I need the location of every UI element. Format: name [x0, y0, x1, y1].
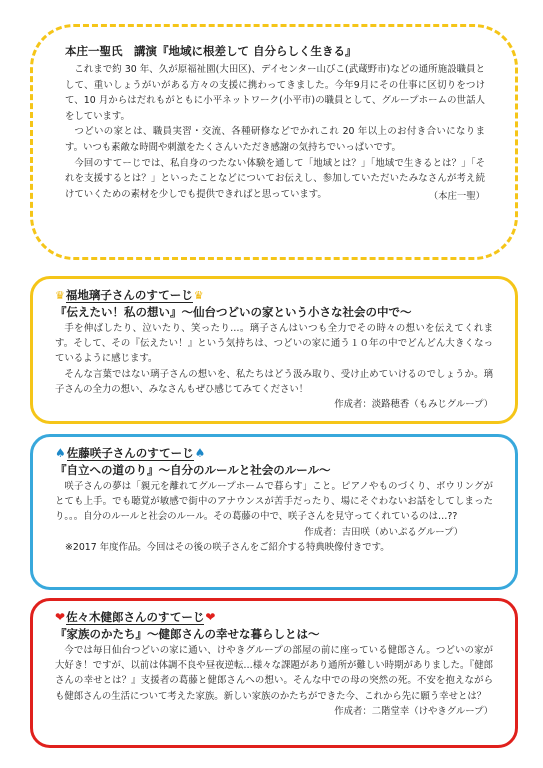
spade-icon: ♠: [55, 446, 66, 460]
lecture-paragraph: これまで約 30 年、久が原福祉園(大田区)、デイセンター山びこ(武蔵野市)などの通所施設職員として、重いしょうがいがある方々の支援に携わってきました。今年9月にその仕事に区切りをつけて、10 月からはだれもがともに小平ネットワーク(小平市)の職員として、グループホームの世話人をしています。: [65, 64, 485, 122]
stage-note: ※2017 年度作品。今回はその後の咲子さんをご紹介する特典映像付きです。: [65, 541, 390, 553]
lecture-paragraph: つどいの家とは、職員実習・交流、各種研修などでかれこれ 20 年以上のお付き合いになります。いつも素敵な時間や刺激をたくさんいただき感謝の気持ちでいっぱいです。: [65, 126, 485, 153]
stage-section-sasaki: [30, 598, 518, 748]
stage-heading-text: 佐々木健郎さんのすてーじ: [66, 610, 205, 624]
stage-paragraph: 手を伸ばしたり、泣いたり、笑ったり…。璃子さんはいつも全力でその時々の想いを伝えてくれます。そして、その『伝えたい！』という気持ちは、つどいの家に通う１０年の中でどんどん大きくなっているように感じます。: [55, 323, 493, 365]
stage-heading-text: 福地璃子さんのすてーじ: [65, 288, 193, 302]
lecture-title: 本庄一聖氏 講演『地域に根差して 自分らしく生きる』: [65, 44, 357, 58]
stage-heading-text: 佐藤咲子さんのすてーじ: [66, 446, 194, 460]
lecture-closing: [65, 156, 485, 203]
lecture-paragraph: 今回のすてーじでは、私自身のつたない体験を通して「地域とは？」「地域で生きるとは？」「それを支援するとは？」といったことなどについてお伝えし、参加していただいたみなさんが考え続けていくための素材を少しでも提供できればと思っています。: [65, 157, 485, 200]
stage-subtitle: 『自立への道のり』〜自分のルールと社会のルール〜: [55, 463, 331, 477]
stage-author: 作成者：吉田咲（めいぷるグループ）: [304, 526, 463, 538]
stage-author: 作成者：淡路穂香（もみじグループ）: [334, 399, 493, 411]
stage-subtitle: 『伝えたい！私の想い』〜仙台つどいの家という小さな社会の中で〜: [55, 305, 412, 319]
stage-heading: [55, 609, 493, 626]
crown-icon: ♛: [55, 289, 65, 302]
stage-paragraph: 今では毎日仙台つどいの家に通い、けやきグループの部屋の前に座っている健郎さん。つどいの家が大好き！ですが、以前は体調不良や昼夜逆転…様々な課題があり通所が難しい時期がありました。『健郎さんの幸せとは？』支援者の葛藤と健郎さんへの想い。そんな中での母の突然の死。不安を抱えながらも健郎さんの生活について考えた家族。新しい家族のかたちができた今、これから先に願う幸せとは？: [55, 645, 493, 702]
stage-paragraph: 咲子さんの夢は「親元を離れてグループホームで暮らす」こと。ピアノやものづくり、ボウリングがとても上手。でも聴覚が敏感で街中のアナウンスが苦手だったり、場にそぐわないお話をしてしまったり。。。自分のルールと社会のルール。その葛藤の中で、咲子さんを見守ってくれているのは…??: [55, 481, 493, 523]
stage-section-sato: [30, 434, 518, 590]
heart-icon: ❤: [205, 610, 216, 624]
lecture-signature: （本庄一聖）: [428, 191, 485, 203]
stage-section-fukuchi: [30, 276, 518, 424]
stage-subtitle: 『家族のかたち』〜健郎さんの幸せな暮らしとは〜: [55, 627, 320, 641]
heart-icon: ❤: [55, 610, 66, 624]
stage-heading: [55, 287, 493, 304]
crown-icon: ♛: [193, 289, 204, 302]
stage-heading: [55, 445, 493, 462]
lecture-section: [30, 24, 518, 260]
stage-author: 作成者：二階堂幸（けやきグループ）: [334, 705, 493, 717]
spade-icon: ♠: [194, 446, 206, 460]
stage-paragraph: そんな言葉ではない璃子さんの想いを、私たちはどう汲み取り、受け止めていけるのでしょうか。璃子さんの全力の想い、みなさんもぜひ感じてみてください！: [55, 368, 493, 395]
